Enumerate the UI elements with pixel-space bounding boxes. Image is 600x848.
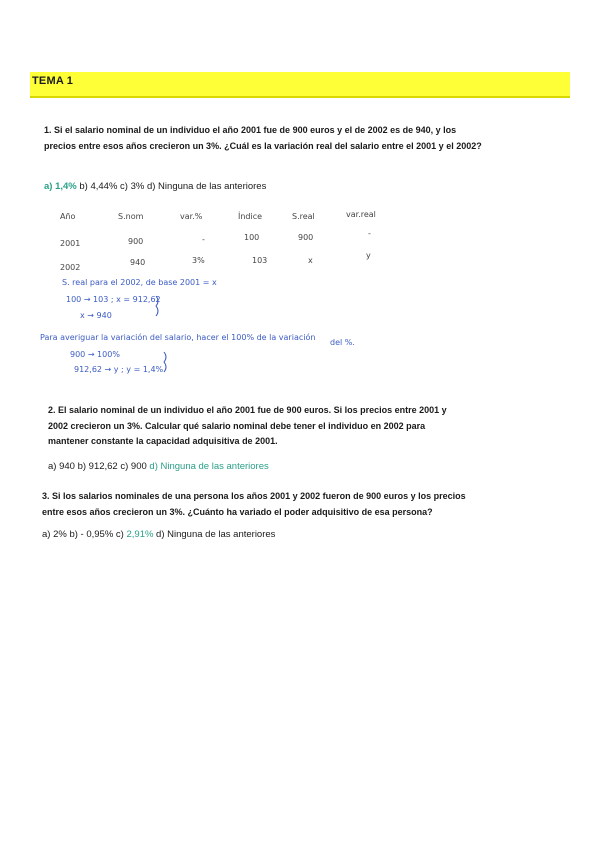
question-2-correct-answer: d) Ninguna de las anteriores (149, 461, 269, 472)
note-cell: 900 (128, 237, 144, 246)
note-cell: 940 (130, 258, 146, 267)
note-cell: x (308, 256, 313, 265)
note-line: x → 940 (80, 311, 112, 320)
note-line: 912,62 → y ; y = 1,4% (74, 365, 164, 374)
question-3-answer-d: d) Ninguna de las anteriores (153, 529, 276, 540)
question-3-text: 3. Si los salarios nominales de una persona los años 2001 y 2002 fueron de 900 euros y los precios entre esos años crecieron un 3%. ¿Cuánto ha variado el poder adquisitivo de esa persona? (42, 491, 466, 517)
note-cell: - (202, 235, 205, 244)
question-2-text: 2. El salario nominal de un individuo el año 2001 fue de 900 euros. Si los precios entre 2001 y 2002 crecieron un 3%. Calcular qué salario nominal debe tener el individuo en 2002 para mantener constante la capacidad adquisitiva de 2001. (48, 405, 447, 446)
question-3-answers-ab: a) 2% b) - 0,95% c) (42, 529, 124, 540)
question-1-correct-answer: a) 1,4% (44, 181, 77, 192)
note-line: Para averiguar la variación del salario, hacer el 100% de la variación (40, 333, 316, 342)
note-cell: 103 (252, 256, 268, 265)
question-1-other-answers: b) 4,44% c) 3% d) Ninguna de las anteriores (76, 181, 267, 192)
note-cell: S.nom (118, 212, 144, 221)
notes-table (60, 210, 376, 272)
note-cell: 3% (192, 256, 205, 265)
curly-bracket-mark (164, 352, 166, 372)
section-heading: TEMA 1 (32, 75, 74, 87)
note-line: del %. (330, 338, 355, 347)
note-line: 900 → 100% (70, 350, 120, 359)
note-cell: Año (60, 212, 76, 221)
note-cell: S.real (292, 212, 315, 221)
note-cell: y (366, 251, 371, 260)
note-cell: 2002 (60, 263, 81, 272)
question-1-text: 1. Si el salario nominal de un individuo el año 2001 fue de 900 euros y el de 2002 es de 940, y los precios entre esos años crecieron un 3%. ¿Cuál es la variación real del salario entre el 2001 y el 2002? (44, 125, 482, 151)
question-3-correct-answer: 2,91% (123, 529, 154, 540)
note-line: S. real para el 2002, de base 2001 = x (62, 278, 217, 287)
note-cell: 2001 (60, 239, 81, 248)
note-cell: var.real (346, 210, 376, 219)
note-line: 100 → 103 ; x = 912,62 (66, 295, 161, 304)
note-cell: Índice (238, 212, 263, 221)
note-cell: var.% (180, 212, 203, 221)
question-3-answers (42, 528, 275, 542)
note-cell: 900 (298, 233, 314, 242)
note-cell: - (368, 229, 371, 238)
note-cell: 100 (244, 233, 260, 242)
question-2-answers (48, 460, 269, 474)
notes-calculation (40, 278, 355, 374)
question-2-other-answers: a) 940 b) 912,62 c) 900 (48, 461, 150, 472)
